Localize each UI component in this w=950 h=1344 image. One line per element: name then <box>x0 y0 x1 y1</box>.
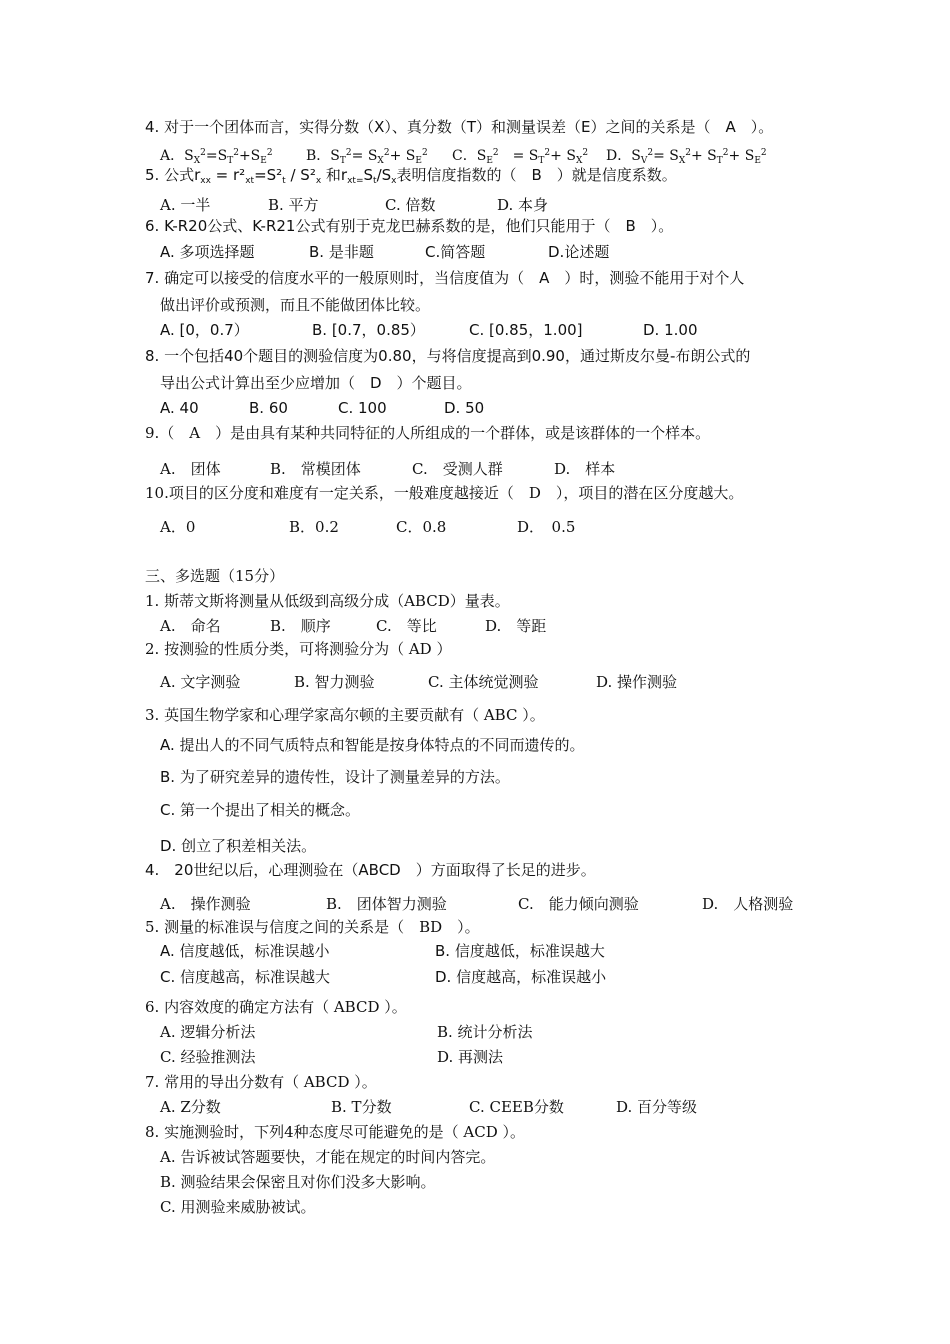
m2-stem: 2. 按测验的性质分类，可将测验分为（ AD ） <box>145 640 452 658</box>
q10-option-c: C．0.8 <box>396 518 447 536</box>
m2-option-b: B. 智力测验 <box>294 673 375 691</box>
m3-option-d: D. 创立了积差相关法。 <box>160 837 317 855</box>
m5-option-c: C. 信度越高，标准误越大 <box>160 968 331 986</box>
m6-option-c: C. 经验推测法 <box>160 1048 256 1066</box>
q7-option-d: D. 1.00 <box>643 321 698 339</box>
m1-option-c: C. 等比 <box>376 617 437 635</box>
m5-option-d: D. 信度越高，标准误越小 <box>435 968 607 986</box>
q10-option-b: B．0.2 <box>289 518 339 536</box>
m8-option-c: C. 用测验来威胁被试。 <box>160 1198 316 1216</box>
q7-option-b: B. [0.7，0.85） <box>312 321 425 339</box>
q4-option-d: D．$S_V^2= S_X^2+ S_T^2+ S_E^2$ <box>606 148 767 166</box>
m3-option-a: A. 提出人的不同气质特点和智能是按身体特点的不同而遗传的。 <box>160 736 585 754</box>
m7-stem: 7. 常用的导出分数有（ ABCD ）。 <box>145 1073 377 1091</box>
m4-option-a: A. 操作测验 <box>160 895 251 913</box>
m1-option-a: A. 命名 <box>160 617 221 635</box>
q5-option-c: C. 倍数 <box>385 196 436 214</box>
q5-stem: 5. 公式$r_{xx} = r^2_{xt}=S^2_t / S^2_x$ 和$r_{xt=}S_t/S_x$表明信度指数的（ B ）就是信度系数。 <box>145 166 677 186</box>
m5-option-b: B. 信度越低，标准误越大 <box>435 942 605 960</box>
m6-option-d: D. 再测法 <box>437 1048 504 1066</box>
q8-option-a: A. 40 <box>160 399 199 417</box>
m3-stem: 3. 英国生物学家和心理学家高尔顿的主要贡献有（ ABC ）。 <box>145 706 545 724</box>
q6-stem: 6. K-R20公式、K-R21公式有别于克龙巴赫系数的是，他们只能用于（ B ）。 <box>145 217 674 235</box>
q9-option-d: D. 样本 <box>554 460 616 478</box>
m8-option-a: A. 告诉被试答题要快，才能在规定的时间内答完。 <box>160 1148 496 1166</box>
m4-option-d: D. 人格测验 <box>702 895 794 913</box>
q4-stem: 4. 对于一个团体而言，实得分数（X）、真分数（T）和测量误差（E）之间的关系是（ A ）。 <box>145 118 774 136</box>
m2-option-c: C. 主体统觉测验 <box>428 673 539 691</box>
q7-option-c: C. [0.85，1.00] <box>469 321 583 339</box>
q4-option-b: B．$S_T^2= S_X^2+ S_E^2$ <box>306 148 428 166</box>
m5-option-a: A. 信度越低，标准误越小 <box>160 942 330 960</box>
q10-option-a: A．0 <box>160 518 196 536</box>
section-three-heading: 三、多选题（15分） <box>145 567 285 585</box>
q7-option-a: A. [0，0.7） <box>160 321 249 339</box>
q8-stem-line1: 8. 一个包括40个题目的测验信度为0.80，与将信度提高到0.90，通过斯皮尔曼-布朗公式的 <box>145 347 751 365</box>
m7-option-c: C. CEEB分数 <box>469 1098 564 1116</box>
m4-option-b: B. 团体智力测验 <box>326 895 447 913</box>
q6-option-b: B. 是非题 <box>309 243 374 261</box>
m1-stem: 1. 斯蒂文斯将测量从低级到高级分成（ABCD）量表。 <box>145 592 510 610</box>
m7-option-a: A. Z分数 <box>160 1098 221 1116</box>
m8-option-b: B. 测验结果会保密且对你们没多大影响。 <box>160 1173 436 1191</box>
m8-stem: 8. 实施测验时，下列4种态度尽可能避免的是（ ACD ）。 <box>145 1123 525 1141</box>
q9-option-a: A. 团体 <box>160 460 221 478</box>
q7-stem-line2: 做出评价或预测，而且不能做团体比较。 <box>160 296 431 314</box>
m2-option-a: A. 文字测验 <box>160 673 241 691</box>
q9-option-b: B. 常模团体 <box>270 460 361 478</box>
m7-option-b: B. T分数 <box>331 1098 392 1116</box>
m4-stem: 4. 20世纪以后，心理测验在（ABCD ）方面取得了长足的进步。 <box>145 861 596 879</box>
q6-option-c: C.简答题 <box>425 243 486 261</box>
q9-stem: 9.（ A ）是由具有某种共同特征的人所组成的一个群体，或是该群体的一个样本。 <box>145 424 711 442</box>
m6-option-a: A. 逻辑分析法 <box>160 1023 256 1041</box>
m1-option-d: D. 等距 <box>485 617 547 635</box>
q10-stem: 10.项目的区分度和难度有一定关系，一般难度越接近（ D ），项目的潜在区分度越大。 <box>145 484 744 502</box>
q4-option-c: C．$S_E^2$ = $S_T^2+ S_X^2$ <box>452 148 589 166</box>
m2-option-d: D. 操作测验 <box>596 673 678 691</box>
m1-option-b: B. 顺序 <box>270 617 331 635</box>
q6-option-a: A. 多项选择题 <box>160 243 255 261</box>
q10-option-d: D． 0.5 <box>517 518 576 536</box>
q8-stem-line2: 导出公式计算出至少应增加（ D ）个题目。 <box>160 374 472 392</box>
q5-option-a: A. 一半 <box>160 196 211 214</box>
q6-option-d: D.论述题 <box>548 243 610 261</box>
m7-option-d: D. 百分等级 <box>616 1098 698 1116</box>
m4-option-c: C. 能力倾向测验 <box>518 895 639 913</box>
q7-stem-line1: 7. 确定可以接受的信度水平的一般原则时，当信度值为（ A ）时，测验不能用于对个人 <box>145 269 745 287</box>
m3-option-c: C. 第一个提出了相关的概念。 <box>160 801 361 819</box>
m6-option-b: B. 统计分析法 <box>437 1023 533 1041</box>
q8-option-c: C. 100 <box>338 399 387 417</box>
q8-option-d: D. 50 <box>444 399 485 417</box>
q4-option-a: A．$S_X^2=S_T^2+S_E^2$ <box>160 148 273 166</box>
m5-stem: 5. 测量的标准误与信度之间的关系是（ BD ）。 <box>145 918 480 936</box>
m3-option-b: B. 为了研究差异的遗传性，设计了测量差异的方法。 <box>160 768 510 786</box>
m6-stem: 6. 内容效度的确定方法有（ ABCD ）。 <box>145 998 407 1016</box>
q8-option-b: B. 60 <box>249 399 288 417</box>
q5-option-d: D. 本身 <box>497 196 549 214</box>
q5-option-b: B. 平方 <box>268 196 319 214</box>
q9-option-c: C. 受测人群 <box>412 460 503 478</box>
